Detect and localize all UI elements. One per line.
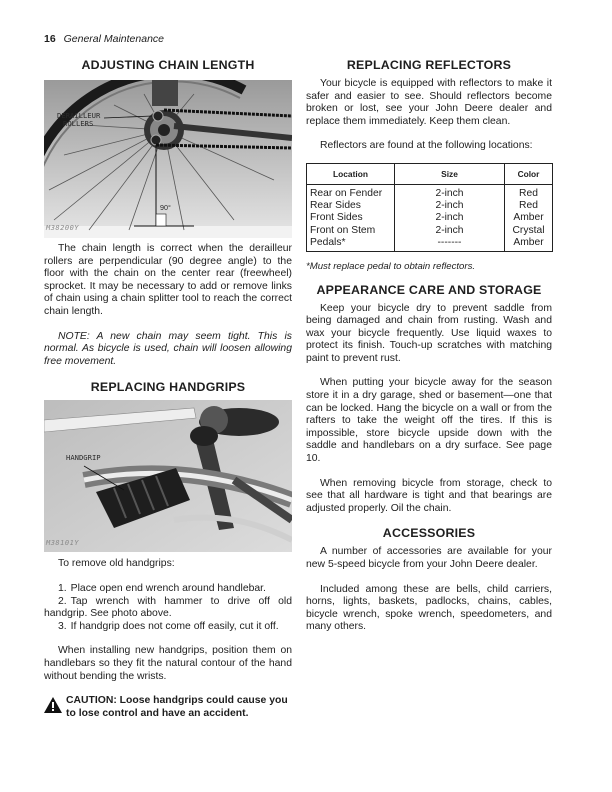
handgrip-figure-id: M38101Y — [46, 538, 80, 547]
left-column — [44, 58, 292, 721]
table-row — [307, 212, 553, 224]
accessories-heading: ACCESSORIES — [382, 526, 476, 541]
table-header-row — [307, 163, 553, 184]
appearance-heading: APPEARANCE CARE AND STORAGE — [316, 282, 542, 297]
chain-heading: ADJUSTING CHAIN LENGTH — [81, 58, 255, 72]
handgrip-callout: HANDGRIP — [66, 453, 101, 463]
table-cell: Front on Stem — [307, 225, 395, 237]
handgrip-intro: To remove old handgrips: — [58, 558, 175, 570]
table-cell: Front Sides — [307, 212, 395, 224]
table-cell: Amber — [505, 212, 553, 224]
warning-triangle-icon — [44, 697, 62, 718]
appearance-paragraph-2: When putting your bicycle away for the season store it in a dry garage, shed or basement—one that can be locked. Hang the bicycle on a wall or from the rafters to take the weight off the tires. If this is impossible, store bicycle upside down with the saddle and handlebars on a dry surface. See page 10. — [306, 377, 552, 465]
appearance-paragraph-3: When removing bicycle from storage, check to see that all hardware is tight and that bearings are adjusted properly. Oil the chain. — [306, 477, 552, 514]
page-number: 16 — [44, 33, 56, 45]
column-header-color: Color — [505, 163, 553, 184]
table-cell: Rear on Fender — [307, 184, 395, 200]
table-row — [307, 184, 553, 200]
reflectors-locations-intro: Reflectors are found at the following locations: — [320, 140, 533, 152]
caution-box — [44, 695, 292, 721]
chain-photo — [44, 80, 292, 238]
reflectors-paragraph: Your bicycle is equipped with reflectors to make it safer and easier to see. Should reflectors become broken or lost, see your John Deere dealer and replace them immediately. Keep them clean. — [306, 78, 552, 127]
caution-text: CAUTION: Loose handgrips could cause you to lose control and have an accident. — [66, 695, 288, 719]
appearance-paragraph-1: Keep your bicycle dry to prevent saddle from being damaged and chain from rusting. Wash and wax your bicycle frequently. Use liquid waxes to protect its finish. Touch-up scratches with matching paint to prevent rust. — [306, 302, 552, 364]
reflectors-heading: REPLACING REFLECTORS — [346, 58, 512, 72]
handgrip-install: When installing new handgrips, position them on handlebars so they fit the natural contour of the hand without bending the wrists. — [44, 645, 292, 682]
table-cell: ------- — [395, 237, 505, 252]
table-row — [307, 200, 553, 212]
rear-wheel-illustration — [44, 80, 292, 238]
reflectors-footnote: *Must replace pedal to obtain reflectors. — [306, 260, 476, 272]
table-cell: Amber — [505, 237, 553, 252]
table-row — [307, 237, 553, 252]
table-cell: 2-inch — [395, 184, 505, 200]
handgrip-steps — [44, 583, 292, 633]
table-cell: Red — [505, 184, 553, 200]
table-cell: 2-inch — [395, 225, 505, 237]
accessories-paragraph-1: A number of accessories are available for your new 5-speed bicycle from your John Deere dealer. — [306, 546, 552, 570]
table-cell: 2-inch — [395, 212, 505, 224]
column-header-location: Location — [307, 163, 395, 184]
table-row — [307, 225, 553, 237]
chain-figure-id: M38200Y — [46, 224, 80, 233]
table-cell: Rear Sides — [307, 200, 395, 212]
chain-paragraph: The chain length is correct when the derailleur rollers are perpendicular (90 degree angle) to the floor with the chain on the center rear (freewheel) sprocket. It may be necessary to add or remove links of chain using a chain splitter tool to reach the correct chain length. — [44, 243, 292, 317]
table-cell: 2-inch — [395, 200, 505, 212]
chain-note: NOTE: A new chain may seem tight. This is normal. As bicycle is used, chain will loosen allowing free movement. — [44, 330, 292, 367]
column-header-size: Size — [395, 163, 505, 184]
handgrip-illustration — [44, 400, 292, 552]
page-header — [44, 33, 164, 46]
angle-callout: 90° — [160, 203, 171, 212]
table-cell: Pedals* — [307, 237, 395, 252]
list-item: 3. If handgrip does not come off easily, cut it off. — [58, 620, 279, 632]
handgrips-heading: REPLACING HANDGRIPS — [90, 380, 246, 395]
list-item: 2. Tap wrench with hammer to drive off old handgrip. See photo above. — [44, 595, 292, 620]
right-column — [306, 58, 552, 634]
reflectors-table — [306, 163, 553, 252]
table-cell: Crystal — [505, 225, 553, 237]
handgrip-photo — [44, 400, 292, 552]
derailleur-rollers-callout: DERAILLEUR ROLLERS — [57, 111, 101, 128]
accessories-paragraph-2: Included among these are bells, child carriers, horns, lights, baskets, padlocks, chains, cables, bicycle wrench, spoke wrench, speedometers, and many others. — [306, 583, 552, 633]
list-item: 1. Place open end wrench around handlebar. — [58, 582, 266, 594]
table-cell: Red — [505, 200, 553, 212]
section-title: General Maintenance — [63, 33, 165, 45]
